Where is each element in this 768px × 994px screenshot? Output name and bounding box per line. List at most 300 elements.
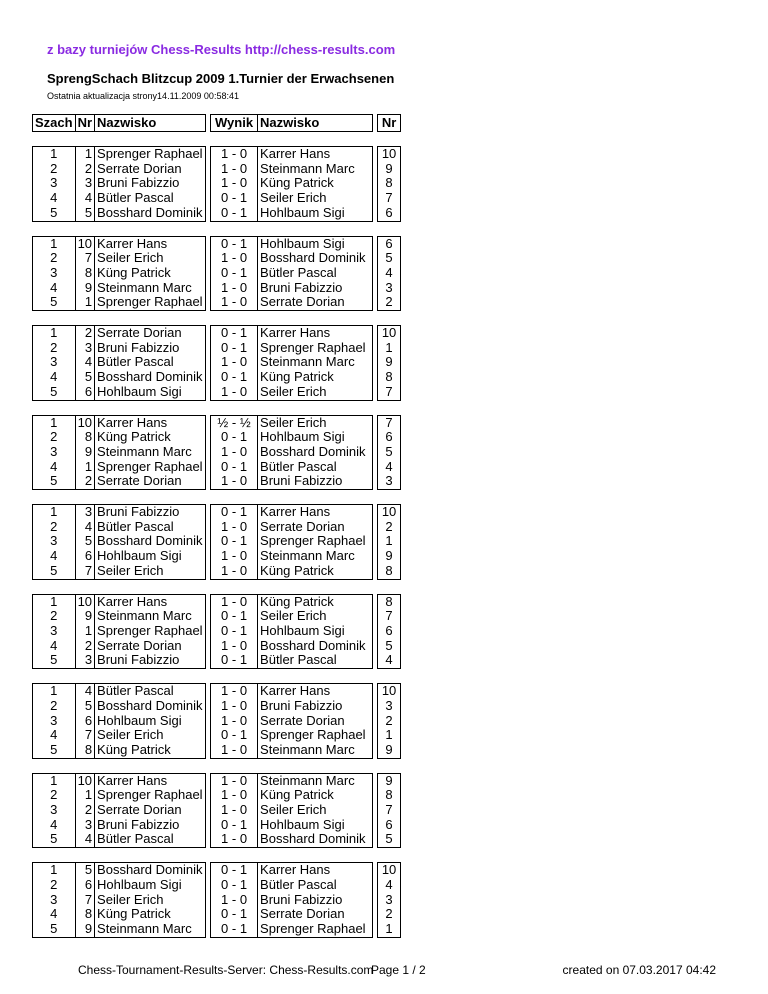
black-nr: 9 [378,549,401,564]
board-number: 3 [33,534,76,549]
black-nr: 3 [378,893,401,908]
board-number: 2 [33,162,76,177]
black-name: Bosshard Dominik [258,639,373,654]
result: 0 - 1 [211,505,258,520]
black-nr: 6 [378,624,401,639]
black-name: Sprenger Raphael [258,534,373,549]
black-name: Steinmann Marc [258,162,373,177]
white-nr: 4 [75,355,94,370]
black-nr: 4 [378,266,401,281]
black-nr: 8 [378,594,401,609]
table-row [33,893,401,908]
white-name: Bruni Fabizzio [95,341,206,356]
black-nr: 4 [378,653,401,668]
table-row [33,639,401,654]
board-number: 4 [33,191,76,206]
round-spacer [33,311,401,326]
result: 1 - 0 [211,385,258,400]
result: 1 - 0 [211,594,258,609]
board-number: 2 [33,520,76,535]
result: 0 - 1 [211,266,258,281]
black-name: Seiler Erich [258,191,373,206]
white-nr: 7 [75,564,94,579]
board-number: 1 [33,147,76,162]
black-name: Bütler Pascal [258,460,373,475]
black-name: Bütler Pascal [258,653,373,668]
black-name: Sprenger Raphael [258,341,373,356]
black-name: Hohlbaum Sigi [258,624,373,639]
result: 0 - 1 [211,863,258,878]
white-nr: 6 [75,878,94,893]
white-nr: 7 [75,893,94,908]
white-nr: 4 [75,191,94,206]
table-row [33,818,401,833]
result: 1 - 0 [211,788,258,803]
white-name: Bütler Pascal [95,832,206,847]
board-number: 4 [33,460,76,475]
white-name: Hohlbaum Sigi [95,714,206,729]
black-nr: 7 [378,803,401,818]
black-name: Bruni Fabizzio [258,699,373,714]
round-spacer [33,848,401,863]
table-row [33,863,401,878]
result: 1 - 0 [211,714,258,729]
white-nr: 1 [75,147,94,162]
black-nr: 7 [378,609,401,624]
white-name: Bosshard Dominik [95,534,206,549]
white-nr: 8 [75,743,94,758]
black-nr: 1 [378,922,401,937]
table-row [33,728,401,743]
result: 1 - 0 [211,251,258,266]
table-row [33,773,401,788]
col-header-nr-black: Nr [378,115,401,132]
table-row [33,236,401,251]
black-name: Steinmann Marc [258,773,373,788]
white-nr: 1 [75,624,94,639]
round-spacer [33,490,401,505]
black-nr: 2 [378,295,401,310]
result: 1 - 0 [211,549,258,564]
white-nr: 7 [75,251,94,266]
board-number: 1 [33,773,76,788]
source-link[interactable]: z bazy turniejów Chess-Results http://chess-results.com [47,42,396,57]
white-name: Küng Patrick [95,743,206,758]
black-name: Bruni Fabizzio [258,281,373,296]
black-name: Sprenger Raphael [258,922,373,937]
black-name: Seiler Erich [258,415,373,430]
board-number: 2 [33,341,76,356]
table-row [33,549,401,564]
tournament-title: SprengSchach Blitzcup 2009 1.Turnier der Erwachsenen [47,71,395,86]
table-row [33,341,401,356]
table-row [33,266,401,281]
result: 1 - 0 [211,295,258,310]
board-number: 3 [33,445,76,460]
white-name: Sprenger Raphael [95,624,206,639]
board-number: 2 [33,878,76,893]
black-name: Steinmann Marc [258,549,373,564]
white-name: Sprenger Raphael [95,460,206,475]
black-nr: 1 [378,534,401,549]
white-name: Karrer Hans [95,594,206,609]
white-nr: 2 [75,162,94,177]
table-row [33,460,401,475]
round-spacer [33,400,401,415]
pairings-table [32,114,401,938]
result: 1 - 0 [211,147,258,162]
black-name: Steinmann Marc [258,355,373,370]
col-header-name-black: Nazwisko [258,115,373,132]
black-name: Bruni Fabizzio [258,474,373,489]
white-nr: 5 [75,370,94,385]
black-nr: 5 [378,832,401,847]
result: 1 - 0 [211,520,258,535]
board-number: 5 [33,474,76,489]
black-nr: 7 [378,191,401,206]
white-nr: 4 [75,832,94,847]
white-nr: 6 [75,714,94,729]
white-nr: 8 [75,907,94,922]
white-nr: 9 [75,922,94,937]
white-name: Seiler Erich [95,564,206,579]
black-name: Karrer Hans [258,326,373,341]
black-name: Seiler Erich [258,803,373,818]
black-nr: 4 [378,460,401,475]
round-spacer [33,221,401,236]
black-name: Karrer Hans [258,863,373,878]
board-number: 3 [33,355,76,370]
white-name: Küng Patrick [95,907,206,922]
black-nr: 2 [378,520,401,535]
result: 1 - 0 [211,445,258,460]
board-number: 1 [33,415,76,430]
result: 1 - 0 [211,176,258,191]
black-nr: 4 [378,878,401,893]
board-number: 4 [33,370,76,385]
table-row [33,355,401,370]
result: 0 - 1 [211,236,258,251]
board-number: 1 [33,594,76,609]
result: 0 - 1 [211,907,258,922]
board-number: 4 [33,728,76,743]
result: 1 - 0 [211,355,258,370]
white-nr: 8 [75,266,94,281]
board-number: 1 [33,684,76,699]
white-nr: 2 [75,639,94,654]
white-nr: 9 [75,281,94,296]
white-name: Bruni Fabizzio [95,653,206,668]
board-number: 3 [33,624,76,639]
white-name: Seiler Erich [95,893,206,908]
black-nr: 9 [378,355,401,370]
board-number: 2 [33,430,76,445]
result: 1 - 0 [211,832,258,847]
table-row [33,445,401,460]
result: 0 - 1 [211,341,258,356]
white-name: Seiler Erich [95,251,206,266]
black-name: Hohlbaum Sigi [258,236,373,251]
result: 0 - 1 [211,609,258,624]
black-name: Karrer Hans [258,684,373,699]
table-row [33,295,401,310]
white-nr: 2 [75,326,94,341]
table-row [33,176,401,191]
black-nr: 3 [378,281,401,296]
white-name: Bruni Fabizzio [95,505,206,520]
table-row [33,206,401,221]
white-name: Bütler Pascal [95,520,206,535]
white-name: Karrer Hans [95,415,206,430]
result: 0 - 1 [211,878,258,893]
black-name: Steinmann Marc [258,743,373,758]
round-spacer [33,669,401,684]
result: 0 - 1 [211,430,258,445]
black-name: Bütler Pascal [258,878,373,893]
black-name: Karrer Hans [258,505,373,520]
result: 1 - 0 [211,162,258,177]
black-name: Hohlbaum Sigi [258,430,373,445]
table-row [33,474,401,489]
white-name: Bruni Fabizzio [95,818,206,833]
table-row [33,281,401,296]
white-name: Bosshard Dominik [95,206,206,221]
black-name: Bosshard Dominik [258,445,373,460]
white-nr: 5 [75,534,94,549]
table-row [33,534,401,549]
white-nr: 4 [75,684,94,699]
board-number: 2 [33,699,76,714]
white-nr: 5 [75,699,94,714]
result: 0 - 1 [211,818,258,833]
white-nr: 1 [75,295,94,310]
white-nr: 4 [75,520,94,535]
last-updated: Ostatnia aktualizacja strony14.11.2009 00:58:41 [47,91,239,101]
black-name: Küng Patrick [258,564,373,579]
table-row [33,624,401,639]
black-nr: 8 [378,564,401,579]
board-number: 1 [33,236,76,251]
table-row [33,520,401,535]
table-row [33,922,401,937]
black-name: Küng Patrick [258,370,373,385]
result: 0 - 1 [211,370,258,385]
white-nr: 3 [75,505,94,520]
white-nr: 10 [75,236,94,251]
white-name: Seiler Erich [95,728,206,743]
board-number: 4 [33,281,76,296]
black-nr: 9 [378,162,401,177]
white-name: Küng Patrick [95,266,206,281]
white-name: Hohlbaum Sigi [95,549,206,564]
table-row [33,609,401,624]
result: 1 - 0 [211,281,258,296]
black-nr: 10 [378,326,401,341]
result: 1 - 0 [211,893,258,908]
white-name: Sprenger Raphael [95,147,206,162]
black-nr: 6 [378,206,401,221]
black-nr: 3 [378,474,401,489]
board-number: 3 [33,266,76,281]
white-nr: 9 [75,445,94,460]
result: 0 - 1 [211,534,258,549]
result: 0 - 1 [211,326,258,341]
white-nr: 8 [75,430,94,445]
table-row [33,803,401,818]
white-name: Serrate Dorian [95,803,206,818]
black-nr: 3 [378,699,401,714]
white-name: Sprenger Raphael [95,788,206,803]
result: 1 - 0 [211,564,258,579]
white-nr: 1 [75,788,94,803]
result: 0 - 1 [211,191,258,206]
black-name: Bütler Pascal [258,266,373,281]
white-nr: 2 [75,803,94,818]
white-name: Serrate Dorian [95,474,206,489]
result: 0 - 1 [211,460,258,475]
table-row [33,564,401,579]
black-name: Serrate Dorian [258,714,373,729]
board-number: 4 [33,907,76,922]
black-nr: 2 [378,714,401,729]
white-name: Bosshard Dominik [95,699,206,714]
white-nr: 10 [75,594,94,609]
white-name: Serrate Dorian [95,326,206,341]
black-nr: 10 [378,684,401,699]
black-name: Bosshard Dominik [258,832,373,847]
board-number: 2 [33,609,76,624]
table-row [33,147,401,162]
white-nr: 3 [75,176,94,191]
board-number: 2 [33,788,76,803]
black-nr: 6 [378,430,401,445]
white-name: Bütler Pascal [95,684,206,699]
black-nr: 10 [378,505,401,520]
board-number: 1 [33,326,76,341]
table-row [33,505,401,520]
round-spacer [33,579,401,594]
result: ½ - ½ [211,415,258,430]
board-number: 3 [33,176,76,191]
result: 0 - 1 [211,653,258,668]
black-nr: 9 [378,743,401,758]
black-nr: 10 [378,147,401,162]
white-name: Karrer Hans [95,773,206,788]
black-name: Küng Patrick [258,788,373,803]
white-name: Bosshard Dominik [95,863,206,878]
black-name: Serrate Dorian [258,295,373,310]
board-number: 3 [33,803,76,818]
result: 1 - 0 [211,773,258,788]
black-nr: 7 [378,385,401,400]
white-name: Hohlbaum Sigi [95,878,206,893]
white-nr: 5 [75,863,94,878]
table-row [33,415,401,430]
white-nr: 10 [75,415,94,430]
board-number: 5 [33,564,76,579]
black-name: Küng Patrick [258,176,373,191]
col-header-name-white: Nazwisko [95,115,206,132]
table-row [33,653,401,668]
table-row [33,684,401,699]
white-name: Bosshard Dominik [95,370,206,385]
board-number: 5 [33,743,76,758]
col-header-nr-white: Nr [75,115,94,132]
result: 0 - 1 [211,624,258,639]
white-name: Küng Patrick [95,430,206,445]
white-name: Hohlbaum Sigi [95,385,206,400]
board-number: 2 [33,251,76,266]
white-nr: 5 [75,206,94,221]
white-nr: 1 [75,460,94,475]
black-nr: 8 [378,176,401,191]
white-nr: 7 [75,728,94,743]
black-nr: 5 [378,251,401,266]
black-nr: 1 [378,728,401,743]
black-nr: 6 [378,818,401,833]
board-number: 1 [33,863,76,878]
footer-server: Chess-Tournament-Results-Server: Chess-Results.com [78,963,374,977]
table-row [33,430,401,445]
black-nr: 5 [378,445,401,460]
black-nr: 10 [378,863,401,878]
table-row [33,370,401,385]
board-number: 5 [33,295,76,310]
white-nr: 3 [75,818,94,833]
table-row [33,594,401,609]
board-number: 4 [33,549,76,564]
result: 0 - 1 [211,922,258,937]
table-row [33,788,401,803]
col-header-result: Wynik [211,115,258,132]
table-row [33,326,401,341]
black-name: Seiler Erich [258,609,373,624]
table-row [33,191,401,206]
board-number: 5 [33,832,76,847]
white-name: Serrate Dorian [95,639,206,654]
board-number: 4 [33,639,76,654]
white-name: Steinmann Marc [95,445,206,460]
black-name: Karrer Hans [258,147,373,162]
board-number: 3 [33,893,76,908]
white-nr: 6 [75,385,94,400]
board-number: 5 [33,385,76,400]
white-nr: 9 [75,609,94,624]
result: 0 - 1 [211,206,258,221]
table-row [33,251,401,266]
black-name: Sprenger Raphael [258,728,373,743]
table-row [33,162,401,177]
result: 1 - 0 [211,699,258,714]
black-name: Küng Patrick [258,594,373,609]
white-nr: 3 [75,653,94,668]
table-row [33,878,401,893]
board-number: 1 [33,505,76,520]
table-row [33,714,401,729]
pairings-body [33,132,401,938]
white-nr: 3 [75,341,94,356]
round-spacer [33,758,401,773]
table-row [33,907,401,922]
col-header-board: Szach [33,115,76,132]
black-nr: 1 [378,341,401,356]
table-header-row [33,115,401,132]
board-number: 3 [33,714,76,729]
white-name: Steinmann Marc [95,281,206,296]
result: 1 - 0 [211,803,258,818]
black-nr: 2 [378,907,401,922]
created-date: created on 07.03.2017 04:42 [562,963,716,977]
